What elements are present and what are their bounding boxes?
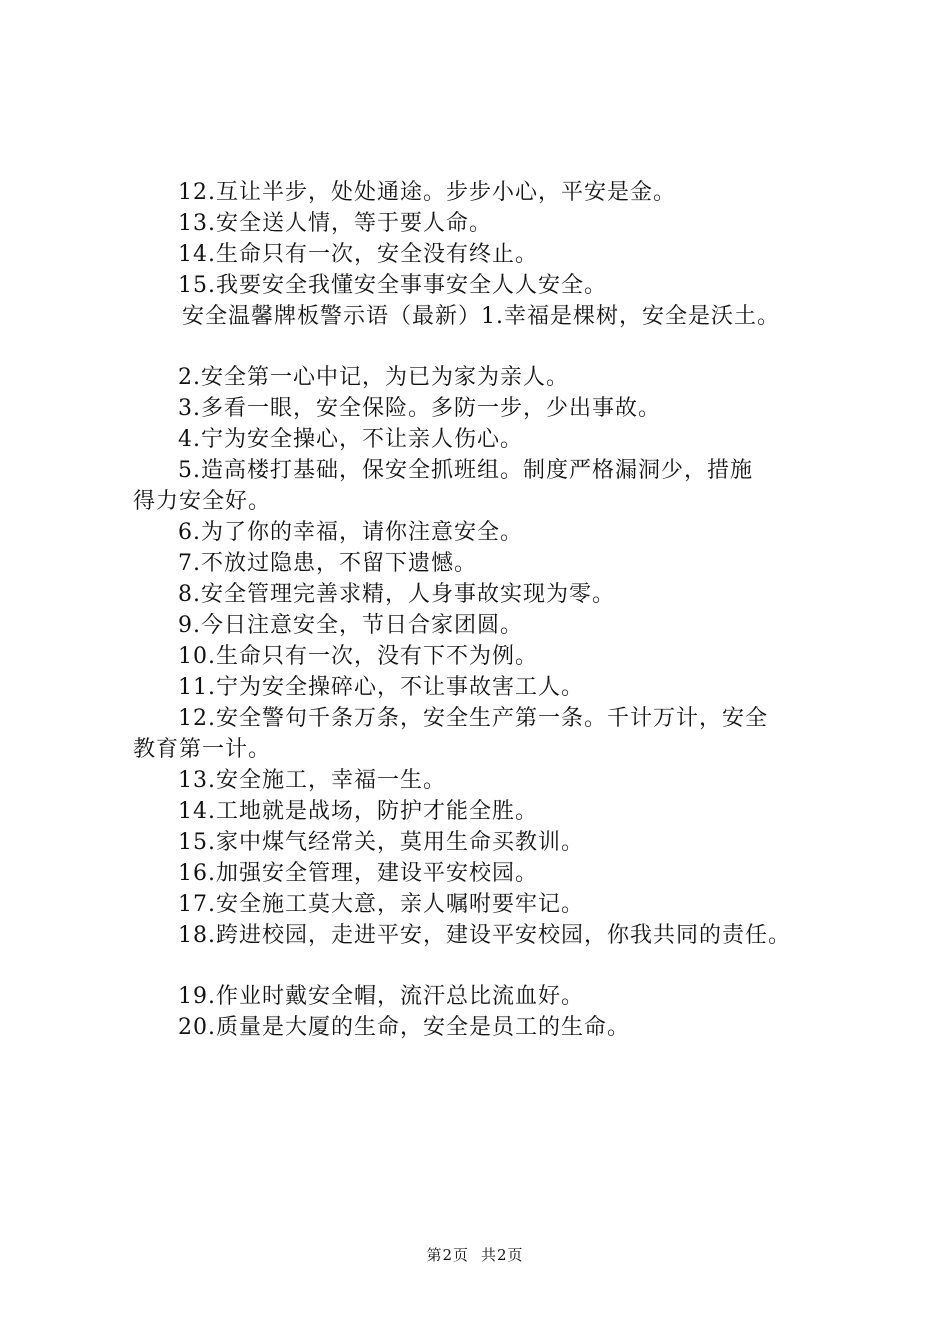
- text-line: 11.宁为安全操碎心，不让事故害工人。: [178, 675, 584, 700]
- text-line: 12.互让半步，处处通途。步步小心，平安是金。: [178, 180, 676, 205]
- text-line: 20.质量是大厦的生命，安全是员工的生命。: [178, 1015, 630, 1040]
- text-line: 15.家中煤气经常关，莫用生命买教训。: [178, 830, 584, 855]
- text-line: 4.宁为安全操心，不让亲人伤心。: [178, 427, 523, 452]
- text-line: 7.不放过隐患，不留下遗憾。: [178, 551, 477, 576]
- text-line: 16.加强安全管理，建设平安校园。: [178, 861, 538, 886]
- text-line: 安全温馨牌板警示语（最新）1.幸福是棵树，安全是沃土。: [182, 304, 780, 329]
- text-line: 15.我要安全我懂安全事事安全人人安全。: [178, 273, 607, 298]
- text-line: 14.生命只有一次，安全没有终止。: [178, 242, 538, 267]
- text-line: 17.安全施工莫大意，亲人嘱咐要牢记。: [178, 892, 584, 917]
- text-line: 5.造高楼打基础，保安全抓班组。制度严格漏洞少，措施: [178, 458, 753, 483]
- page-footer: [0, 1244, 950, 1265]
- text-line: 2.安全第一心中记，为已为家为亲人。: [178, 365, 569, 390]
- page-total: 共2页: [481, 1246, 524, 1264]
- text-line: 教育第一计。: [133, 737, 272, 762]
- text-line: 10.生命只有一次，没有下不为例。: [178, 644, 538, 669]
- text-line: 得力安全好。: [133, 489, 272, 514]
- text-line: 12.安全警句千条万条，安全生产第一条。千计万计，安全: [178, 706, 768, 731]
- text-line: 18.跨进校园，走进平安，建设平安校园，你我共同的责任。: [178, 923, 791, 948]
- text-line: 13.安全送人情，等于要人命。: [178, 211, 492, 236]
- text-line: 14.工地就是战场，防护才能全胜。: [178, 799, 538, 824]
- text-line: 3.多看一眼，安全保险。多防一步，少出事故。: [178, 396, 661, 421]
- page-number: 第2页: [426, 1246, 469, 1264]
- text-line: 9.今日注意安全，节日合家团圆。: [178, 613, 523, 638]
- text-line: 13.安全施工，幸福一生。: [178, 768, 446, 793]
- text-line: 8.安全管理完善求精，人身事故实现为零。: [178, 582, 615, 607]
- text-line: 6.为了你的幸福，请你注意安全。: [178, 520, 523, 545]
- text-line: 19.作业时戴安全帽，流汗总比流血好。: [178, 984, 584, 1009]
